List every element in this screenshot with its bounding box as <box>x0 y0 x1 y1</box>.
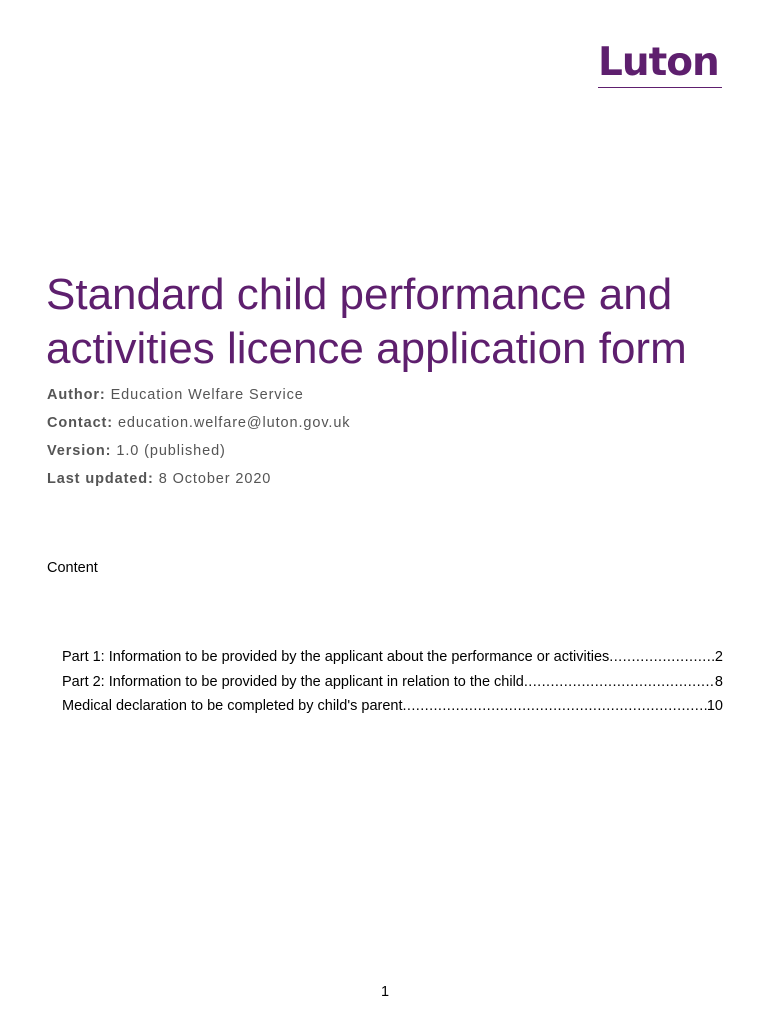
toc-entry-part-2[interactable] <box>62 670 723 695</box>
toc-entry-text: Part 2: Information to be provided by the applicant in relation to the child <box>62 673 524 690</box>
contents-heading: Content <box>47 560 98 576</box>
meta-last-updated-value: 8 October 2020 <box>158 471 272 487</box>
table-of-contents <box>62 645 723 719</box>
meta-author <box>47 383 727 411</box>
toc-entry-text: Medical declaration to be completed by child's parent <box>62 698 403 714</box>
toc-page-number: 8 <box>714 673 723 690</box>
meta-version <box>47 439 727 467</box>
document-title <box>46 268 746 376</box>
toc-entry-text: Part 1: Information to be provided by the applicant about the performance or activities <box>62 649 610 665</box>
toc-entry-medical-declaration[interactable] <box>62 694 723 719</box>
meta-version-label: Version: <box>47 443 112 459</box>
meta-last-updated <box>47 467 727 495</box>
meta-contact-label: Contact: <box>47 415 113 431</box>
meta-last-updated-label: Last updated: <box>47 471 154 487</box>
toc-page-number: 2 <box>714 649 723 665</box>
toc-page-number: 10 <box>706 698 723 714</box>
meta-contact-value[interactable]: education.welfare@luton.gov.uk <box>117 415 351 431</box>
meta-contact <box>47 411 727 439</box>
title-line-1: Standard child performance and <box>46 270 673 319</box>
toc-leader-dots <box>524 670 715 694</box>
toc-leader-dots <box>609 645 715 669</box>
document-metadata <box>47 383 727 495</box>
toc-leader-dots <box>403 694 707 718</box>
meta-author-label: Author: <box>47 387 106 403</box>
luton-logo <box>598 40 724 88</box>
logo-wordmark: Luton <box>598 40 719 85</box>
title-line-2: activities licence application form <box>46 324 687 373</box>
logo-underline <box>598 87 722 88</box>
meta-author-value: Education Welfare Service <box>110 387 304 403</box>
toc-entry-part-1[interactable] <box>62 645 723 670</box>
meta-version-value: 1.0 (published) <box>116 443 226 459</box>
page-number: 1 <box>380 984 390 1000</box>
